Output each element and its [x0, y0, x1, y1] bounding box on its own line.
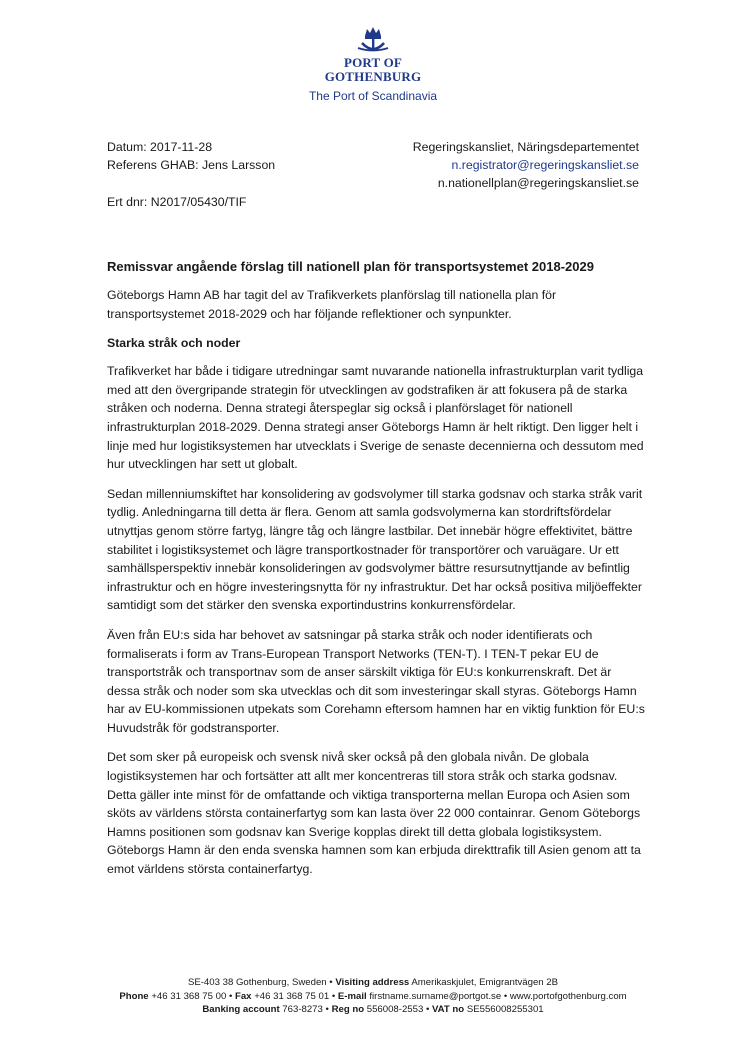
vat-value: SE556008255301 — [464, 1004, 544, 1015]
recipient-block — [413, 138, 639, 192]
recipient-email-2[interactable]: n.nationellplan@regeringskansliet.se — [437, 176, 639, 190]
phone-label: Phone — [119, 990, 149, 1002]
vat-label: VAT no — [432, 1004, 465, 1015]
reference-line: Referens GHAB: Jens Larsson — [107, 158, 276, 172]
document-meta — [107, 138, 275, 211]
footer-line-2: Phone +46 31 368 75 00 • Fax +46 31 368 75 01 • E-mail firstname.surname@portgot.se • www.portofgothenburg.com — [119, 990, 627, 1002]
bank-value: 763-8273 — [279, 1004, 323, 1015]
footer-address: SE-403 38 Gothenburg, Sweden — [187, 977, 327, 988]
body-paragraph: Sedan millenniumskiftet har konsolidering av godsvolymer till starka godsnav och starka stråk varit tydlig. Anledningarna till detta är flera. Genom att samla godsvolymerna kan stordriftsfördelar utnyttjas genom större fartyg, längre tåg och längre lastbilar. Det innebär högre effektivitet, bättre stabilitet i logistiksystemet och lägre transportkostnader för transportörer och varuägare. Ur ett samhällsperspektiv innebär konsolideringen av godsvolymer bättre resursutnyttjande av befintlig infrastruktur och en högre investeringsnytta för ny infrastruktur. Det har också positiva miljöeffekter samtidigt som det stärker den svenska exportindustrins konkurrensfördelar. — [107, 486, 643, 613]
email-label: E-mail — [337, 990, 367, 1002]
footer-line-3: Banking account 763-8273 • Reg no 556008-2553 • VAT no SE556008255301 — [202, 1004, 544, 1015]
fax-label: Fax — [234, 990, 252, 1002]
phone-value: +46 31 368 75 00 — [148, 990, 227, 1002]
logo-line-1: PORT OF — [343, 55, 403, 70]
recipient-name: Regeringskansliet, Näringsdepartementet — [412, 140, 639, 154]
reg-value: 556008-2553 — [364, 1004, 424, 1015]
tagline: The Port of Scandinavia — [308, 89, 438, 103]
website-link[interactable]: www.portofgothenburg.com — [509, 990, 627, 1002]
crown-anchor-logo-icon — [356, 24, 390, 56]
date-line: Datum: 2017-11-28 — [107, 140, 213, 154]
visiting-value: Amerikaskjulet, Emigrantvägen 2B — [409, 977, 559, 988]
section-heading: Starka stråk och noder — [107, 336, 241, 351]
logo-line-2: GOTHENBURG — [324, 69, 422, 84]
visiting-label: Visiting address — [335, 977, 410, 988]
body-paragraph: Det som sker på europeisk och svensk nivå sker också på den globala nivån. De globala logistiksystemen har och fortsätter att allt mer koncentreras till stora stråk och starka godsnav. Detta gäller inte minst för de omfattande och viktiga transporterna mellan Europa och Asien som sköts av världens största containerfartyg som kan lasta över 22 000 containrar. Genom Göteborgs Hamns positionen som godsnav kan Sverige kopplas direkt till detta globala logistiksystem. Göteborgs Hamn är den enda svenska hamnen som kan erbjuda direkttrafik till Asien genom att ta emot världens största containerfartyg. — [107, 750, 641, 877]
recipient-email-1[interactable]: n.registrator@regeringskansliet.se — [451, 158, 639, 172]
intro-paragraph: Göteborgs Hamn AB har tagit del av Trafikverkets planförslag till nationella plan för transportsystemet 2018-2029 och har följande reflektioner och synpunkter. — [107, 288, 557, 321]
letter-title: Remissvar angående förslag till nationell plan för transportsystemet 2018-2029 — [107, 259, 594, 274]
footer-line-1: SE-403 38 Gothenburg, Sweden • Visiting address Amerikaskjulet, Emigrantvägen 2B — [187, 977, 559, 988]
reg-label: Reg no — [331, 1004, 365, 1015]
body-paragraph: Trafikverket har både i tidigare utredningar samt nuvarande nationella infrastrukturplan varit tydliga med att den övergripande strategin för utvecklingen av godstrafiken är att fokusera på de starka stråken och noderna. Denna strategi återspeglar sig också i planförslaget för nationell infrastrukturplan 2018-2029. Denna strategi anser Göteborgs Hamn är helt riktigt. Den ligger helt i linje med hur logistiksystemen har utvecklats i Sverige de senaste decennierna och dessutom med hur utvecklingen har sett ut globalt. — [107, 364, 644, 472]
letterhead — [0, 24, 746, 103]
email-value[interactable]: firstname.surname@portgot.se — [366, 990, 502, 1002]
body-paragraph: Även från EU:s sida har behovet av satsningar på starka stråk och noder identifierats och formaliserats i form av Trans-European Transport Networks (TEN-T). I TEN-T pekar EU de transportstråk och transportnav som de anser särskilt viktiga för EU:s konkurrenskraft. Det är dessa stråk och noder som ska utvecklas och dit som investeringar skall styras. Göteborgs Hamn har av EU-kommissionen utpekats som Corehamn eftersom hamnen har en viktig funktion för EU:s Huvudstråk för godstransporter. — [107, 627, 645, 735]
bank-label: Banking account — [202, 1004, 280, 1015]
footer — [0, 976, 746, 1017]
letter-body — [107, 258, 647, 890]
fax-value: +46 31 368 75 01 — [251, 990, 330, 1002]
case-number-line: Ert dnr: N2017/05430/TIF — [107, 195, 247, 209]
